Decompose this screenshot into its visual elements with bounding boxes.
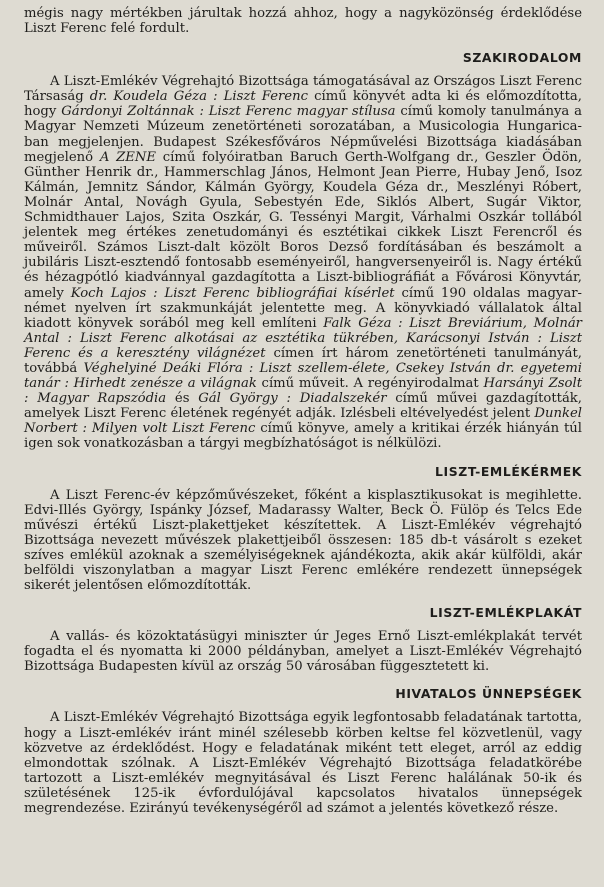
section-paragraph [24, 629, 582, 674]
section-heading: HIVATALOS ÜNNEPSÉGEK [395, 686, 582, 702]
section-heading: LISZT-EMLÉKPLAKÁT [429, 605, 582, 621]
italic-citation: Gál György : Diadalszekér [198, 391, 387, 407]
text-run: és [166, 391, 199, 407]
text-run: A Liszt Ferenc-év képzőművészeket, főként a kisplasztikusokat is megihlette. Edvi-Illés György, Ispánky József, Madarassy Walter, Beck Ö. Fülöp és Telcs Ede művészi értékű Liszt-plakettjeket készítettek. A Liszt-Emlékév végrehajtó Bizottsága nevezett művészek plakettjeiből összesen: 185 db-t vásárolt s ezeket szíves emlékül azoknak a személyiségeknek ajándékozta, akik akár külföldi, akár belföldi viszonylatban a magyar Liszt Ferenc emlékére rendezett ünnepségek sikerét jelentősen előmozdították. [24, 487, 582, 594]
intro-paragraph: mégis nagy mértékben járultak hozzá ahhoz, hogy a nagyközönség érdeklődése Liszt Ferenc felé fordult. [24, 6, 582, 37]
italic-citation: Gárdonyi Zoltánnak : Liszt Ferenc magyar stílusa [61, 104, 396, 120]
section-heading: SZAKIRODALOM [462, 50, 582, 66]
sections-container [24, 50, 582, 816]
italic-citation: Koch Lajos : Liszt Ferenc bibliográfiai kísérlet [70, 285, 395, 301]
section-paragraph [24, 710, 582, 816]
italic-citation: A ZENE [99, 149, 157, 165]
italic-citation: Dunkel Norbert : Milyen volt Liszt Ferenc [24, 406, 582, 437]
text-run: című folyóiratban Baruch Gerth-Wolfgang dr., Geszler Ödön, Günther Henrik dr., Hammerschlag János, Helmont Jean Pierre, Hubay Jenő, Isoz Kálmán, Jemnitz Sándor, Kálmán György, Koudela Géza dr., Meszlényi Róbert, Molnár Antal, Novágh Gyula, Sebestyén Ede, Siklós Albert, Sugár Viktor, Schmidthauer Lajos, Szita Oszkár, G. Tessényi Margit, Várhalmi Oszkár tollából jelentek meg értékes zenetudományi és esztétikai cikkek Liszt Ferencről és műveiről. Számos Liszt-dalt közölt Boros Dezső fordításában és beszámolt a jubiláris Liszt-esztendő fontosabb eseményeiről, hangversenyeiről is. Nagy értékű és hézagpótló kiadvánnyal gazdagította a Liszt-bibliográfiát a Fővárosi Könyvtár, amely [24, 149, 582, 301]
text-run: című művei gazdagították, amelyek Liszt Ferenc életének regényét adják. Izlésbeli eltévelyedést jelent [24, 391, 582, 422]
text-run: címen írt három zenetörténeti tanulmányát, továbbá [24, 345, 582, 376]
italic-citation: Véghelyiné Deáki Flóra : Liszt szellem-élete, Csekey István dr. egyetemi tanár : Hirhedt zenésze a világnak [24, 360, 582, 392]
text-run: A vallás- és közoktatásügyi miniszter úr Jeges Ernő Liszt-emlékplakát tervét fogadta el és nyomatta ki 2000 példányban, amelyet a Liszt-Emlékév Végrehajtó Bizottsága Budapesten kívül az ország 50 városában függesztetett ki. [24, 629, 582, 675]
text-run: című könyvét adta ki és előmozdította, hogy [24, 89, 582, 120]
text-run: A Liszt-Emlékév Végrehajtó Bizottsága egyik legfontosabb feladatának tartotta, hogy a Liszt-emlékév iránt minél szélesebb körben keltse fel közvetlenül, vagy közvetve az érdeklődést. Hogy e feladatának miként tett eleget, arról az eddig elmondottak szólnak. A Liszt-Emlékév Végrehajtó Bizottsága feladatkörébe tartozott a Liszt-emlékév megnyitásával és Liszt Ferenc halálának 50-ik és születésének 125-ik évfordulójával kapcsolatos hivatalos ünnepségek megrendezése. Ezirányú tevékenységéről ad számot a jelentés következő része. [24, 710, 582, 817]
italic-citation: dr. Koudela Géza : Liszt Ferenc [89, 89, 308, 105]
text-run: című 190 oldalas magyar-német nyelven írt szakmunkáját jelentette meg. A könyvkiadó vállalatok által kiadott könyvek sorából meg kell említeni [24, 285, 582, 331]
italic-citation: Harsányi Zsolt : Magyar Rapszódia [24, 376, 582, 407]
text-run: című könyve, amely a kritikai érzék hiányán túl igen sok vonatkozásban a tárgyi megbízhatóságot is nélkülözi. [24, 421, 583, 452]
text-run: című műveit. A regényirodalmat [256, 376, 484, 392]
section-paragraph [24, 74, 582, 451]
section-paragraph [24, 488, 582, 594]
text-run: című komoly tanulmánya a Magyar Nemzeti Múzeum zenetörténeti sorozatában, a Musicologia Hungarica-ban megjelenjen. Budapest Székesfőváros Népművelési Bizottsága kiadásában megjelenő [24, 104, 582, 165]
italic-citation: Falk Géza : Liszt Breviárium, Molnár Antal : Liszt Ferenc alkotásai az esztétika tükrében, Karácsonyi István : Liszt Ferenc és a keresztény világnézet [24, 315, 582, 361]
section-heading: LISZT-EMLÉKÉRMEK [435, 463, 582, 479]
text-run: A Liszt-Emlékév Végrehajtó Bizottsága támogatásával az Országos Liszt Ferenc Társaság [24, 74, 582, 105]
